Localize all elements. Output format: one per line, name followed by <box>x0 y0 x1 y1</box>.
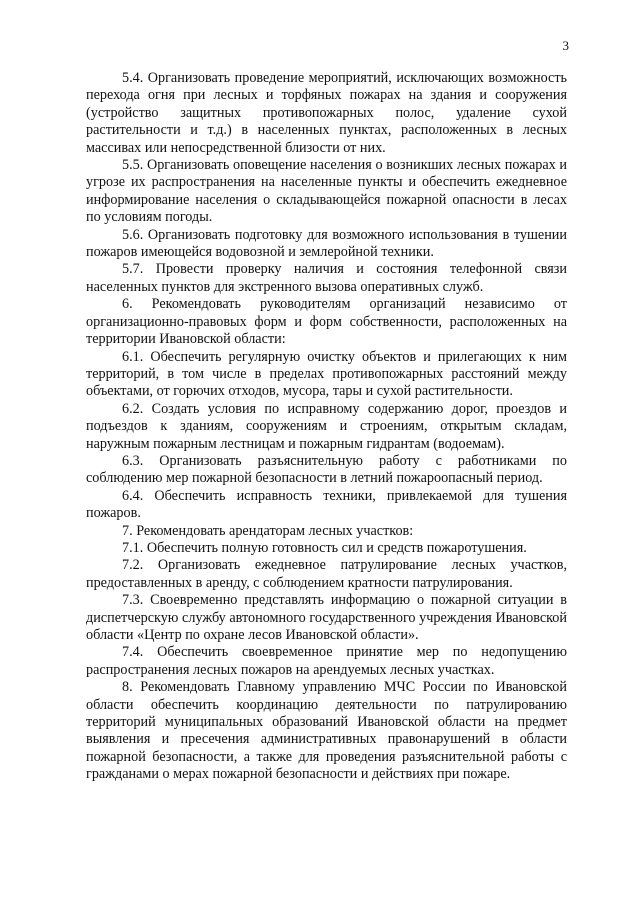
paragraph-6-1: 6.1. Обеспечить регулярную очистку объектов и прилегающих к ним территорий, в том числе в пределах противопожарных расстояний между объектами, от горючих отходов, мусора, тары и сухой растительности. <box>86 348 567 400</box>
paragraph-5-4: 5.4. Организовать проведение мероприятий, исключающих возможность перехода огня при лесных и торфяных пожарах на здания и сооружения (устройство защитных противопожарных полос, удаление сухой растительности и т.д.) в населенных пунктах, расположенных в лесных массивах или непосредственной близости от них. <box>86 70 567 156</box>
paragraph-7-4: 7.4. Обеспечить своевременное принятие мер по недопущению распространения лесных пожаров на арендуемых лесных участках. <box>86 644 567 678</box>
paragraph-5-7: 5.7. Провести проверку наличия и состояния телефонной связи населенных пунктов для экстренного вызова оперативных служб. <box>86 261 567 295</box>
paragraph-6-3: 6.3. Организовать разъяснительную работу с работниками по соблюдению мер пожарной безопасности в летний пожароопасный период. <box>86 452 567 487</box>
paragraph-8: 8. Рекомендовать Главному управлению МЧС России по Ивановской области обеспечить координацию деятельности по патрулированию территорий муниципальных образований Ивановской области на предмет выявления и пресечения административных правонарушений в области пожарной безопасности, а также для проведения разъяснительной работы с гражданами о мерах пожарной безопасности и действиях при пожаре. <box>86 679 567 783</box>
paragraph-6: 6. Рекомендовать руководителям организаций независимо от организационно-правовых форм и форм собственности, расположенных на территории Ивановской области: <box>86 296 567 348</box>
paragraph-7-2: 7.2. Организовать ежедневное патрулирование лесных участков, предоставленных в аренду, с соблюдением кратности патрулирования. <box>86 557 567 591</box>
paragraph-5-5: 5.5. Организовать оповещение населения о возникших лесных пожарах и угрозе их распространения на населенные пункты и обеспечить ежедневное информирование населения о складывающейся пожарной опасности в лесах по условиям погоды. <box>86 157 567 226</box>
document-body <box>86 70 567 784</box>
paragraph-7-1: 7.1. Обеспечить полную готовность сил и средств пожаротушения. <box>122 539 527 556</box>
paragraph-7: 7. Рекомендовать арендаторам лесных участков: <box>122 522 414 539</box>
page-number: 3 <box>562 38 569 53</box>
paragraph-7-3: 7.3. Своевременно представлять информацию о пожарной ситуации в диспетчерскую службу автономного государственного учреждения Ивановской области «Центр по охране лесов Ивановской области». <box>86 592 567 643</box>
paragraph-5-6: 5.6. Организовать подготовку для возможного использования в тушении пожаров имеющейся водовозной и землеройной техники. <box>86 226 567 261</box>
paragraph-6-2: 6.2. Создать условия по исправному содержанию дорог, проездов и подъездов к зданиям, сооружениям и строениям, открытым складам, наружным пожарным лестницам и пожарным гидрантам (водоемам). <box>86 400 567 452</box>
paragraph-6-4: 6.4. Обеспечить исправность техники, привлекаемой для тушения пожаров. <box>86 487 567 522</box>
